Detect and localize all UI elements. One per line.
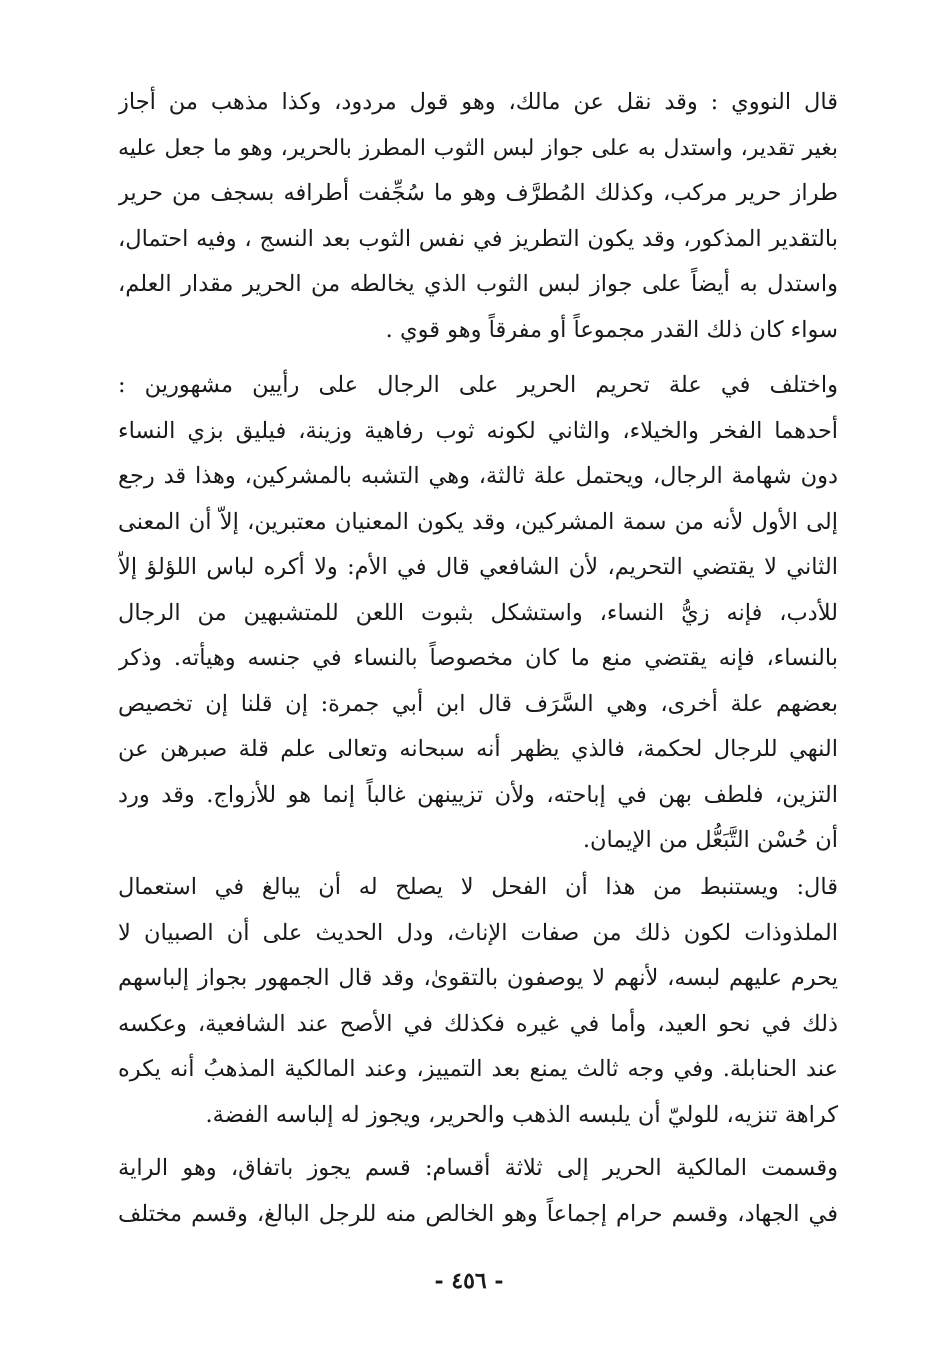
- text-line: يحرم عليهم لبسه، لأنهم لا يوصفون بالتقوىٰ، وقد قال الجمهور بجواز إلباسهم: [118, 965, 838, 991]
- text-line: واختلف في علة تحريم الحرير على الرجال على رأيين مشهورين :: [118, 372, 838, 398]
- text-line: عند الحنابلة. وفي وجه ثالث يمنع بعد التمييز، وعند المالكية المذهبُ أنه يكره: [118, 1056, 838, 1082]
- text-line: واستدل به أيضاً على جواز لبس الثوب الذي يخالطه من الحرير مقدار العلم،: [118, 271, 838, 297]
- text-line: بالتقدير المذكور، وقد يكون التطريز في نفس الثوب بعد النسج ، وفيه احتمال،: [118, 225, 838, 252]
- text-line: أن حُسْن التَّبَعُّل من الإيمان.: [582, 827, 838, 853]
- paragraph-3: [118, 865, 838, 1138]
- text-line: بالنساء، فإنه يقتضي منع ما كان مخصوصاً بالنساء في جنسه وهيأته. وذكر: [118, 645, 838, 671]
- text-line: النهي للرجال لحكمة، فالذي يظهر أنه سبحانه وتعالى علم قلة صبرهن عن: [118, 736, 838, 762]
- page-number: - ٤٥٦ -: [434, 1268, 504, 1294]
- text-line: طراز حرير مركب، وكذلك المُطرَّف وهو ما سُجِّفت أطرافه بسجف من حرير: [118, 180, 838, 206]
- text-line: قال النووي : وقد نقل عن مالك، وهو قول مردود، وكذا مذهب من أجاز: [118, 89, 838, 115]
- paragraph-2: [118, 363, 838, 864]
- text-line: قال: ويستنبط من هذا أن الفحل لا يصلح له أن يبالغ في استعمال: [118, 874, 838, 900]
- paragraph-1: [118, 80, 838, 353]
- text-line: الثاني لا يقتضي التحريم، لأن الشافعي قال في الأم: ولا أكره لباس اللؤلؤ إلاّ: [118, 554, 838, 580]
- text-line: التزين، فلطف بهن في إباحته، ولأن تزيينهن غالباً إنما هو للأزواج. وقد ورد: [118, 781, 838, 808]
- text-line: دون شهامة الرجال، ويحتمل علة ثالثة، وهي التشبه بالمشركين، وهذا قد رجع: [118, 463, 838, 489]
- text-line: للأدب، فإنه زيُّ النساء، واستشكل بثبوت اللعن للمتشبهين من الرجال: [118, 599, 838, 626]
- text-line: الملذوذات لكون ذلك من صفات الإناث، ودل الحديث على أن الصبيان لا: [118, 919, 838, 946]
- text-line: في الجهاد، وقسم حرام إجماعاً وهو الخالص منه للرجل البالغ، وقسم مختلف: [118, 1200, 838, 1227]
- paragraph-4: [118, 1146, 838, 1237]
- text-line: سواء كان ذلك القدر مجموعاً أو مفرقاً وهو قوي .: [385, 316, 838, 343]
- text-line: وقسمت المالكية الحرير إلى ثلاثة أقسام: قسم يجوز باتفاق، وهو الراية: [118, 1155, 838, 1181]
- text-line: بعضهم علة أخرى، وهي السَّرَف قال ابن أبي جمرة: إن قلنا إن تخصيص: [118, 690, 838, 717]
- text-line: كراهة تنزيه، للوليّ أن يلبسه الذهب والحرير، ويجوز له إلباسه الفضة.: [205, 1101, 838, 1128]
- text-line: ذلك في نحو العيد، وأما في غيره فكذلك في الأصح عند الشافعية، وعكسه: [118, 1010, 838, 1037]
- text-line: بغير تقدير، واستدل به على جواز لبس الثوب المطرز بالحرير، وهو ما جعل عليه: [118, 135, 838, 161]
- text-line: إلى الأول لأنه من سمة المشركين، وقد يكون المعنيان معتبرين، إلاّ أن المعنى: [118, 508, 838, 535]
- text-line: أحدهما الفخر والخيلاء، والثاني لكونه ثوب رفاهية وزينة، فيليق بزي النساء: [118, 417, 838, 444]
